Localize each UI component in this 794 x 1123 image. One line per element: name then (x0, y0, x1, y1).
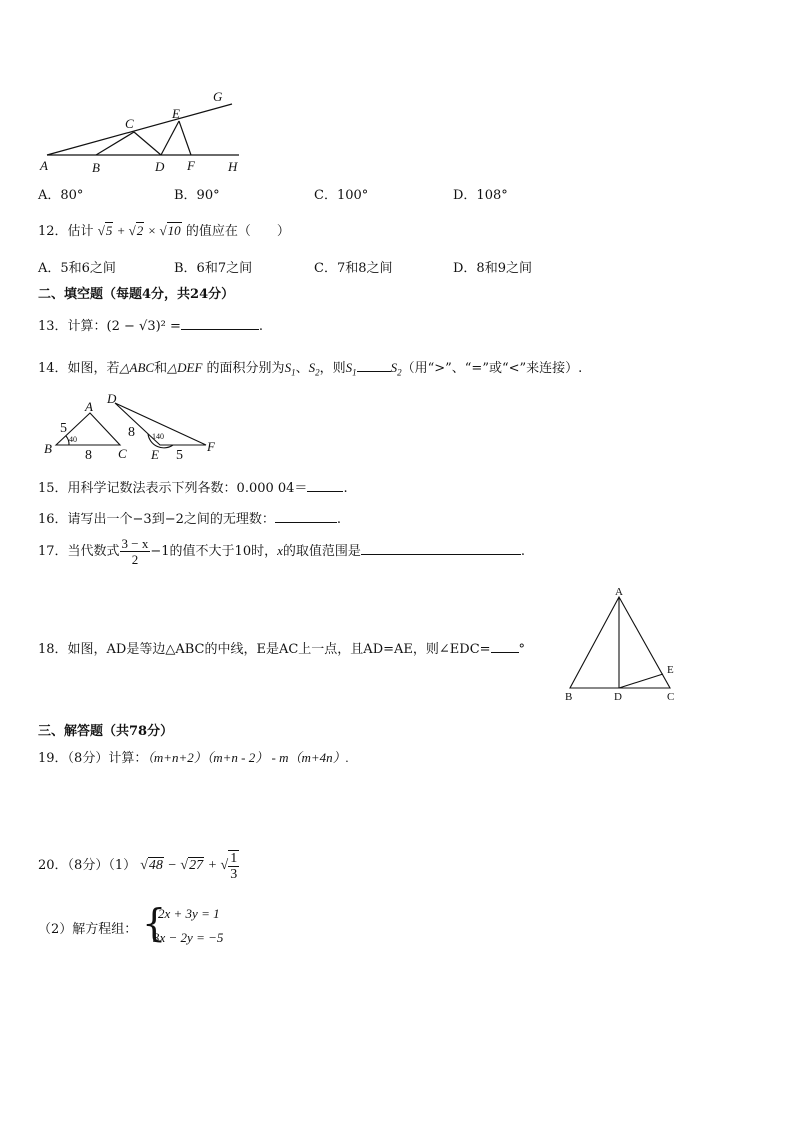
q18-label-a: A (615, 586, 623, 598)
q13 (38, 317, 263, 335)
q19-prefix: 19．（8分）计算： (38, 751, 148, 766)
q20-brace: { (142, 901, 167, 945)
q14-angle-b: 40 (69, 435, 77, 444)
q15-answer-blank (307, 479, 343, 492)
q17-prefix: 17．当代数式 (38, 544, 120, 559)
q16-end: . (336, 512, 342, 527)
q18-answer-blank (491, 640, 519, 653)
q17-after-fraction: −1的值不大于10时， (150, 544, 278, 559)
q14-label-a: A (85, 399, 93, 414)
q14-label-e: E (151, 447, 159, 462)
q15-text: 15．用科学记数法表示下列各数：0.000 04＝ (38, 481, 308, 496)
label-c: C (125, 116, 134, 131)
q13-end: . (258, 319, 264, 334)
q14-triangle-abc: △ABC (119, 360, 155, 375)
q20-part1 (38, 850, 239, 882)
q11-option-c: C．100° (314, 188, 369, 203)
q14-figure (40, 392, 225, 464)
q18-label-d: D (614, 691, 622, 703)
q11-option-a: A．80° (38, 188, 84, 203)
q18-figure (560, 582, 685, 707)
q12-option-d: D．8和9之间 (453, 261, 532, 276)
q15-end: . (343, 481, 348, 496)
label-b: B (92, 160, 100, 175)
q14-answer-blank (357, 359, 391, 372)
q13-expression: (2 − √3)² = (106, 319, 181, 334)
q12-option-c: C．7和8之间 (314, 261, 393, 276)
q14-side-de: 8 (128, 425, 135, 440)
q14-then: ，则 (319, 361, 346, 376)
q14-s2-compare: $S_2$ (390, 360, 402, 378)
label-e: E (172, 106, 180, 121)
q14-side-ab: 5 (60, 421, 67, 436)
label-f: F (187, 158, 195, 173)
label-h: H (228, 159, 238, 174)
q20-equation-1: 2x + 3y = 1 (158, 906, 220, 921)
q19 (38, 750, 349, 767)
q18 (38, 640, 525, 658)
q17-end: . (520, 544, 526, 559)
q14-label-c: C (118, 446, 127, 461)
label-g: G (213, 89, 223, 104)
q11-option-d: D．108° (453, 188, 508, 203)
q17-tail: 的取值范围是 (282, 544, 361, 559)
q19-expression: （m+n+2）（m+n - 2） - m（m+4n）. (147, 750, 349, 765)
q14-angle-e: 140 (152, 432, 164, 441)
q12-number: 12．估计 (38, 224, 94, 239)
q17-answer-blank (361, 542, 521, 555)
q18-label-b: B (565, 691, 573, 703)
q18-text: 18．如图，AD是等边△ABC的中线，E是AC上一点，且AD=AE，则∠EDC= (38, 642, 491, 657)
q20-part2 (38, 922, 137, 938)
q14-triangle-def: △DEF (167, 360, 203, 375)
q14-mid: 的面积分别为 (206, 361, 285, 376)
q12-option-b: B．6和7之间 (174, 261, 253, 276)
q14-sep: 、 (295, 361, 309, 376)
q12-option-a: A．5和6之间 (38, 261, 116, 276)
q20-equation-2: 3x − 2y = −5 (153, 930, 224, 945)
q13-answer-blank (181, 317, 259, 330)
q20-prefix: 20．（8分）（1） (38, 858, 137, 874)
q13-prefix: 13．计算： (38, 319, 107, 334)
q14-s1: $S_1$ (284, 360, 296, 378)
q11-figure (36, 88, 251, 178)
q14-label-b: B (44, 441, 52, 456)
q17 (38, 536, 525, 567)
line-ag (47, 104, 232, 155)
q16 (38, 510, 341, 528)
q14-s1-compare: $S_1$ (345, 360, 357, 378)
q14-side-bc: 8 (85, 448, 92, 463)
section-3-heading: 三、解答题（共78分） (38, 724, 174, 739)
q18-label-e: E (667, 664, 674, 676)
q12-stem (38, 223, 290, 240)
q14-label-d: D (107, 392, 117, 406)
q14 (38, 359, 582, 381)
q15 (38, 479, 348, 497)
q12-tail: 的值应在（ ） (185, 224, 290, 239)
q14-label-f: F (207, 439, 215, 454)
q18-end: ° (518, 642, 526, 657)
section-2-heading: 二、填空题（每题4分，共24分） (38, 287, 235, 302)
label-a: A (40, 158, 48, 173)
q14-prefix: 14．如图，若 (38, 361, 120, 376)
q17-variable: x (277, 543, 283, 558)
q18-label-c: C (667, 691, 675, 703)
q16-text: 16．请写出一个−3到−2之间的无理数： (38, 512, 275, 527)
q14-side-ef: 5 (176, 448, 183, 463)
q12-expression: √5 + √2 × √10 (97, 223, 181, 238)
q11-option-b: B．90° (174, 188, 220, 203)
q16-answer-blank (275, 510, 337, 523)
q20-expression: √48 − √27 + √ $\frac{1}{3}$ (140, 851, 238, 882)
label-d: D (155, 159, 165, 174)
q14-tail: （用“>”、“=”或“<”来连接）. (401, 361, 583, 376)
q14-and: 和 (154, 361, 168, 376)
q14-s2: $S_2$ (308, 360, 320, 378)
q17-fraction: $\frac{3 - x}{2}$ (121, 536, 149, 567)
q20-part2-label: （2）解方程组： (38, 922, 138, 937)
